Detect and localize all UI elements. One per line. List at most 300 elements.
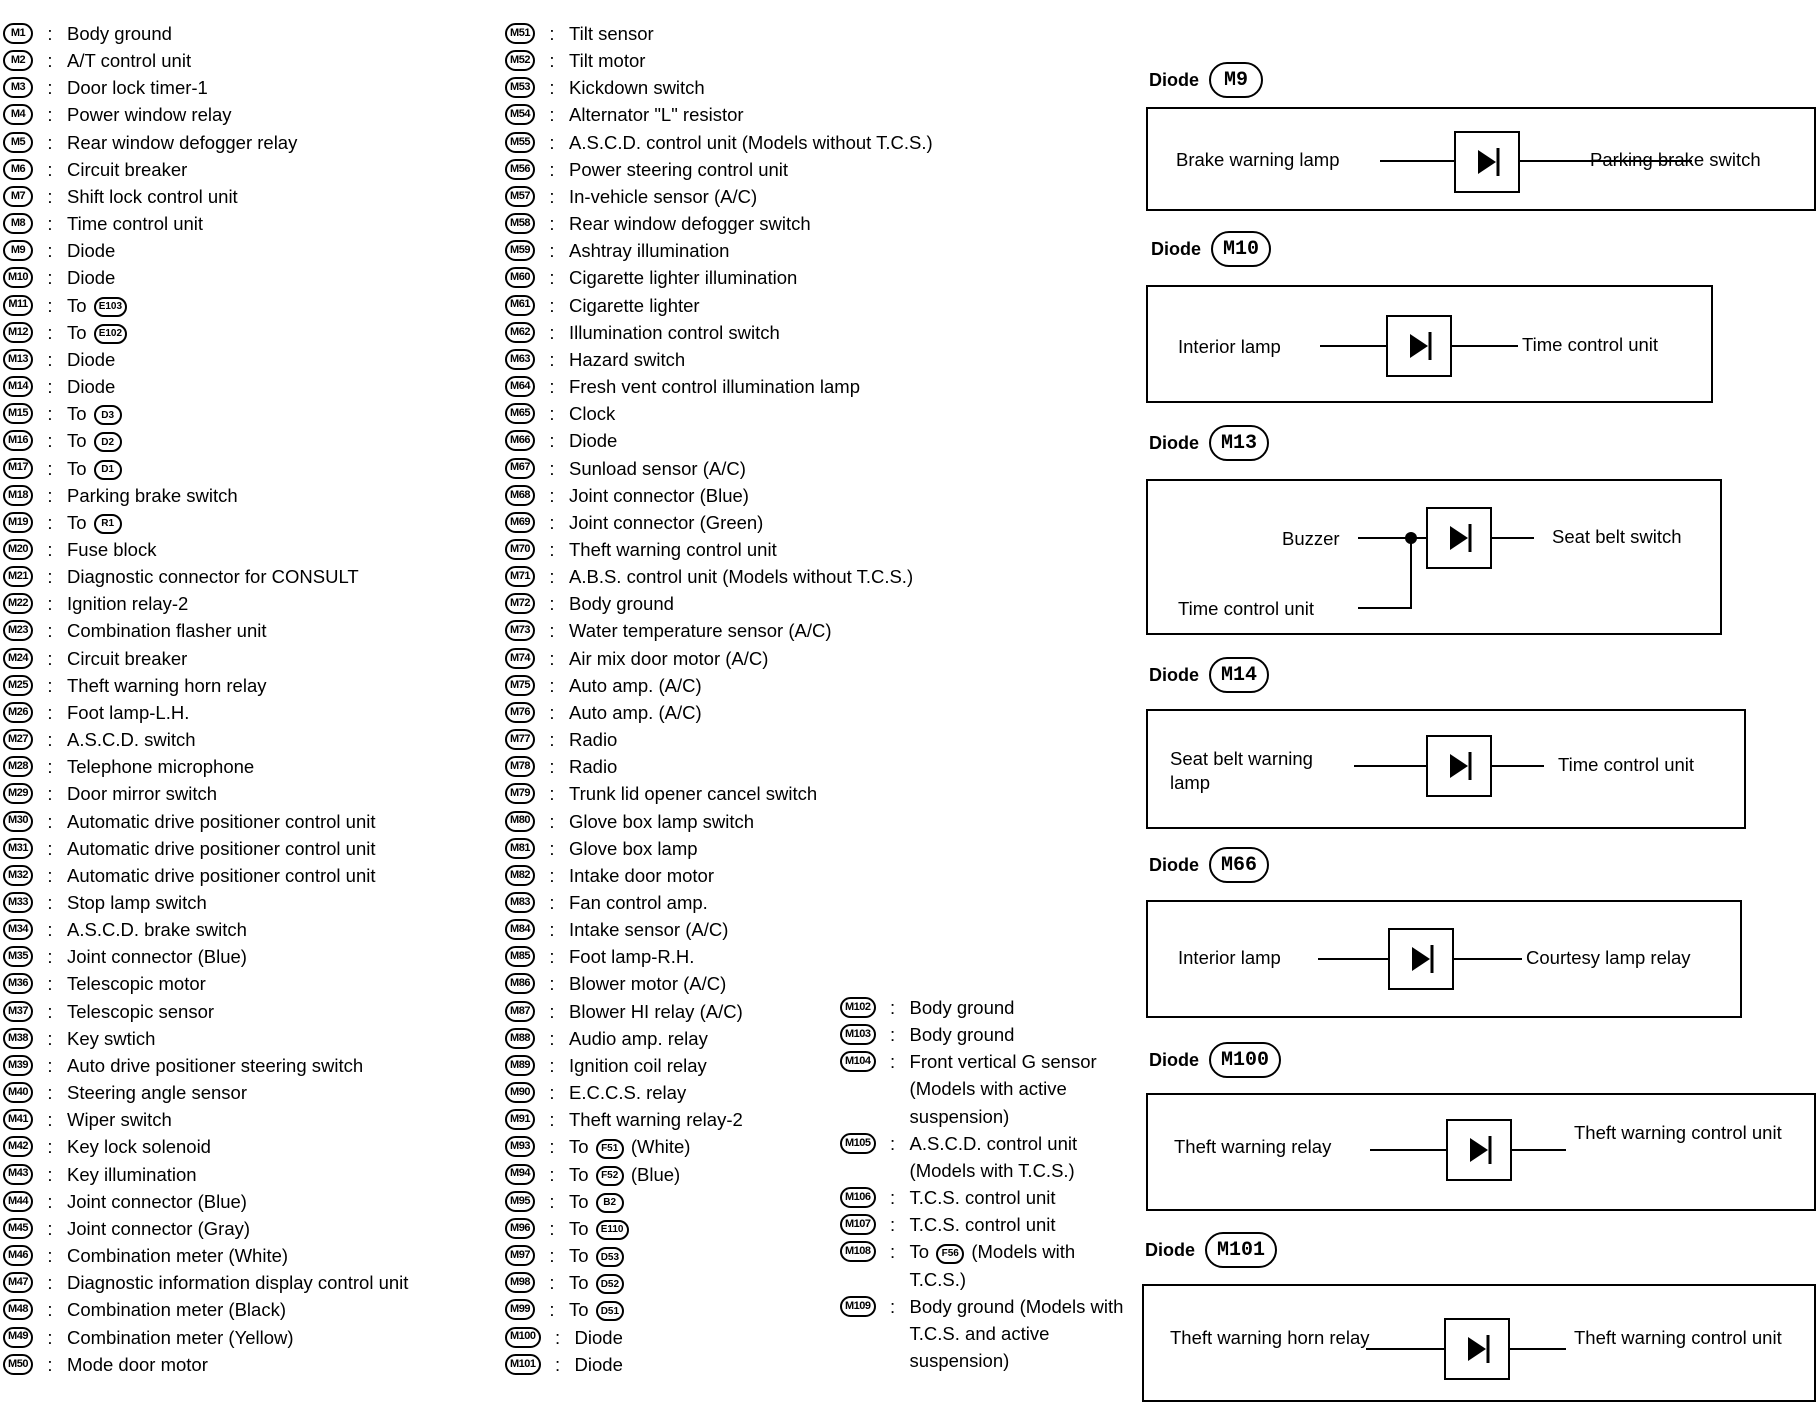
separator: : [549,620,555,642]
connector-code: M8 [3,213,33,234]
connector-description [67,101,487,128]
separator: : [47,77,53,99]
legend-row [840,1238,1130,1292]
description-text: Blower HI relay (A/C) [569,1000,743,1022]
description-text: Diode [67,376,116,398]
legend-row [840,1211,1130,1238]
connector-code: M62 [505,322,535,343]
separator: : [549,1245,555,1267]
legend-row [840,1048,1130,1129]
legend-row [3,916,483,943]
connector-code: M52 [505,50,535,71]
connector-description [67,808,487,835]
legend-row [505,455,1045,482]
connector-reference: B2 [596,1193,624,1213]
legend-row [505,129,1045,156]
diode-m14-right: Time control unit [1558,754,1695,775]
separator: : [47,403,53,425]
connector-code: M21 [3,566,33,587]
connector-description [569,780,1039,807]
connector-code: M11 [3,295,33,316]
legend-row [3,210,483,237]
separator: : [47,1082,53,1104]
diode-m14-code: M14 [1209,657,1269,693]
connector-code: M101 [505,1354,541,1375]
legend-row [3,943,483,970]
connector-code: M13 [3,349,33,370]
separator: : [889,1187,896,1209]
description-text: Combination meter (Yellow) [67,1326,294,1348]
separator: : [47,1299,53,1321]
connector-description [67,753,487,780]
legend-row [505,536,1045,563]
connector-description [569,20,1039,47]
diode-m9-title [1149,62,1263,98]
connector-code: M86 [505,973,535,994]
separator: : [889,1132,896,1154]
legend-row [3,292,483,319]
legend-row [505,699,1045,726]
connector-code: M35 [3,946,33,967]
description-text: Water temperature sensor (A/C) [569,620,832,642]
connector-code: M83 [505,892,535,913]
separator: : [47,321,53,343]
diode-word: Diode [1149,69,1200,90]
connector-code: M60 [505,267,535,288]
connector-code: M43 [3,1164,33,1185]
diode-m10-code: M10 [1211,231,1271,267]
connector-description [67,1161,487,1188]
diode-m100-right: Theft warning control unit [1574,1122,1782,1143]
description-text: Diode [574,1353,623,1375]
connector-reference: D53 [596,1247,624,1267]
connector-code: M54 [505,104,535,125]
connector-description [569,373,1039,400]
connector-description [67,862,487,889]
description-text: To [569,1217,589,1239]
connector-description [569,617,1039,644]
diode-m13-right: Seat belt switch [1552,526,1682,547]
description-text: To [569,1299,589,1321]
diode-m9-symbol [1454,131,1520,193]
description-text: Cigarette lighter illumination [569,267,798,289]
legend-row [505,292,1045,319]
description-text: Key swtich [67,1027,156,1049]
description-text: Ashtray illumination [569,240,730,262]
legend-row [505,943,1045,970]
connector-code: M29 [3,783,33,804]
diode-word: Diode [1149,664,1200,685]
description-text: Fresh vent control illumination lamp [569,376,860,398]
connector-code: M104 [840,1051,876,1072]
separator: : [47,23,53,44]
connector-description [67,780,487,807]
description-suffix: (Blue) [630,1163,681,1185]
legend-row [505,617,1045,644]
separator: : [47,430,53,452]
legend-row [3,1161,483,1188]
connector-description [569,835,1039,862]
legend-row [3,400,483,427]
diode-m100-code: M100 [1209,1042,1281,1078]
separator: : [549,403,555,425]
connector-description [67,264,487,291]
separator: : [47,566,53,588]
legend-row [3,1351,483,1378]
connector-code: M102 [840,997,876,1018]
description-text: Ignition relay-2 [67,593,189,615]
description-text: E.C.C.S. relay [569,1082,687,1104]
connector-description [67,1188,487,1215]
separator: : [47,1136,53,1158]
connector-description [67,373,487,400]
connector-code: M1 [3,23,33,44]
connector-code: M108 [840,1241,876,1262]
diode-icon [1388,317,1450,375]
description-text: Joint connector (Blue) [67,1190,247,1212]
connector-code: M94 [505,1164,535,1185]
connector-code: M57 [505,186,535,207]
connector-description [67,1133,487,1160]
connector-code: M82 [505,865,535,886]
diode-m100-title [1149,1042,1281,1078]
description-text: Power window relay [67,104,232,126]
connector-description [67,1296,487,1323]
connector-code: M39 [3,1055,33,1076]
legend-row [3,20,483,47]
connector-description [67,536,487,563]
description-text: A.S.C.D. brake switch [67,919,247,941]
description-text: A.S.C.D. control unit (Models without T.C.S.) [569,131,933,153]
legend-row [3,47,483,74]
connector-code: M78 [505,756,535,777]
separator: : [47,294,53,316]
connector-description [67,563,487,590]
connector-reference: D2 [94,432,122,452]
diode-m101-left: Theft warning horn relay [1170,1327,1370,1348]
diode-m9-code: M9 [1209,62,1263,98]
legend-row [3,1324,483,1351]
description-text: Auto amp. (A/C) [569,701,702,723]
connector-description [67,645,487,672]
connector-description [67,20,487,47]
separator: : [47,647,53,669]
description-text: Telephone microphone [67,756,255,778]
diode-m66-box [1146,900,1742,1018]
legend-row [3,1296,483,1323]
description-text: Joint connector (Gray) [67,1217,251,1239]
description-text: Hazard switch [569,348,686,370]
description-text: Audio amp. relay [569,1027,708,1049]
separator: : [549,511,555,533]
separator: : [549,1272,555,1294]
separator: : [549,674,555,696]
separator: : [549,185,555,207]
connector-code: M20 [3,539,33,560]
separator: : [549,647,555,669]
description-suffix: (Models with T.C.S.) [909,1241,1076,1290]
legend-row [3,183,483,210]
connector-code: M81 [505,838,535,859]
connector-description [67,482,487,509]
separator: : [549,593,555,615]
description-text: Mode door motor [67,1353,208,1375]
legend-row [3,889,483,916]
connector-code: M28 [3,756,33,777]
connector-code: M2 [3,50,33,71]
description-text: Combination meter (White) [67,1245,289,1267]
connector-code: M53 [505,77,535,98]
connector-code: M19 [3,512,33,533]
connector-description [569,699,1039,726]
connector-description [67,699,487,726]
separator: : [554,1353,561,1375]
connector-description [569,101,1039,128]
description-text: Trunk lid opener cancel switch [569,783,818,805]
connector-code: M99 [505,1299,535,1320]
legend-row [840,1021,1130,1048]
legend-row [3,101,483,128]
separator: : [47,1163,53,1185]
legend-row [840,1130,1130,1184]
description-suffix: (White) [630,1136,691,1158]
description-text: Radio [569,756,618,778]
separator: : [549,23,555,44]
separator: : [47,457,53,479]
description-text: Telescopic motor [67,973,206,995]
description-text: Combination meter (Black) [67,1299,286,1321]
diode-m14-left: Seat belt warning lamp [1170,748,1313,793]
connector-description [67,292,487,319]
diode-icon [1448,1121,1510,1179]
connector-description [67,1269,487,1296]
connector-description [569,808,1039,835]
legend-row [505,264,1045,291]
separator: : [549,729,555,751]
separator: : [549,50,555,72]
separator: : [549,538,555,560]
connector-code: M9 [3,240,33,261]
connector-code: M97 [505,1245,535,1266]
separator: : [549,430,555,452]
connector-description [67,47,487,74]
connector-description [910,1293,1132,1374]
connector-description [67,156,487,183]
connector-description [569,400,1039,427]
legend-row [3,455,483,482]
description-text: Intake door motor [569,864,714,886]
connector-description [569,509,1039,536]
legend-row [3,427,483,454]
connector-description [67,998,487,1025]
separator: : [47,511,53,533]
connector-code: M45 [3,1218,33,1239]
description-text: Theft warning control unit [569,538,777,560]
description-text: Body ground [909,997,1015,1018]
separator: : [47,674,53,696]
description-text: Theft warning relay-2 [569,1109,743,1131]
separator: : [47,756,53,778]
separator: : [549,837,555,859]
separator: : [47,104,53,126]
diode-m66-left: Interior lamp [1178,947,1281,968]
connector-description [67,835,487,862]
connector-code: M64 [505,376,535,397]
legend-row [3,74,483,101]
legend-row [3,1025,483,1052]
connector-code: M59 [505,240,535,261]
connector-description [67,183,487,210]
separator: : [47,1272,53,1294]
description-text: To [569,1245,589,1267]
connector-code: M33 [3,892,33,913]
connector-code: M37 [3,1001,33,1022]
description-text: Fan control amp. [569,892,708,913]
separator: : [889,1295,896,1317]
legend-row [3,753,483,780]
diode-m66-title [1149,847,1269,883]
separator: : [549,756,555,778]
description-text: Body ground (Models with T.C.S. and active suspension) [909,1295,1124,1372]
connector-code: M27 [3,729,33,750]
separator: : [47,837,53,859]
diode-m100-symbol [1446,1119,1512,1181]
connector-code: M68 [505,485,535,506]
legend-row [505,482,1045,509]
legend-row [505,319,1045,346]
description-text: T.C.S. control unit [909,1187,1056,1209]
description-text: Theft warning horn relay [67,674,267,696]
connector-code: M66 [505,430,535,451]
description-text: Rear window defogger switch [569,213,811,235]
description-text: Kickdown switch [569,77,705,99]
legend-row [3,970,483,997]
connector-description [67,346,487,373]
separator: : [47,484,53,506]
legend-row [3,1188,483,1215]
connector-description [910,1238,1132,1292]
diode-word: Diode [1149,432,1200,453]
description-text: To [67,430,87,452]
connector-code: M46 [3,1245,33,1266]
description-text: Door lock timer-1 [67,77,208,99]
separator: : [889,1024,896,1046]
description-text: To [909,1241,930,1263]
connector-code: M55 [505,132,535,153]
description-text: To [67,511,87,533]
diode-icon [1428,509,1490,567]
connector-description [569,943,1039,970]
connector-description [569,237,1039,264]
connector-description [569,210,1039,237]
description-text: Tilt sensor [569,23,654,44]
connector-code: M77 [505,729,535,750]
diode-m13-time: Time control unit [1178,598,1315,619]
junction-dot [1405,532,1417,544]
connector-description [569,482,1039,509]
separator: : [549,77,555,99]
connector-description [67,400,487,427]
connector-description [67,74,487,101]
diode-m14-symbol [1426,735,1492,797]
separator: : [47,810,53,832]
connector-code: M18 [3,485,33,506]
description-text: To [67,403,87,425]
description-text: Illumination control switch [569,321,780,343]
connector-description [67,889,487,916]
connector-description [569,319,1039,346]
legend-row [3,726,483,753]
connector-code: M80 [505,811,535,832]
separator: : [549,240,555,262]
separator: : [47,348,53,370]
connector-code: M88 [505,1028,535,1049]
separator: : [549,1299,555,1321]
legend-row [505,47,1045,74]
description-text: Shift lock control unit [67,185,238,207]
description-text: To [569,1163,589,1185]
connector-reference: R1 [94,514,122,534]
connector-code: M50 [3,1354,33,1375]
connector-description [569,862,1039,889]
diode-m10-box [1146,285,1713,403]
connector-code: M31 [3,838,33,859]
description-text: To [67,321,87,343]
separator: : [47,783,53,805]
description-text: Body ground [67,23,172,44]
connector-code: M93 [505,1136,535,1157]
connector-code: M105 [840,1133,876,1154]
diode-m10-left: Interior lamp [1178,336,1281,357]
separator: : [47,1000,53,1022]
legend-row [505,101,1045,128]
description-text: Power steering control unit [569,158,789,180]
description-text: To [569,1190,589,1212]
description-text: To [67,457,87,479]
separator: : [47,1027,53,1049]
separator: : [549,973,555,995]
legend-row [840,994,1130,1021]
connector-code: M36 [3,973,33,994]
legend-row [3,1106,483,1133]
connector-code: M63 [505,349,535,370]
connector-description [910,1048,1132,1129]
separator: : [47,1353,53,1375]
connector-description [569,536,1039,563]
connector-code: M10 [3,267,33,288]
connector-description [569,726,1039,753]
connector-code: M48 [3,1299,33,1320]
diode-m101-title [1145,1232,1277,1268]
separator: : [47,1217,53,1239]
diode-m13-buzzer: Buzzer [1282,528,1340,549]
connector-description [67,1106,487,1133]
description-text: Stop lamp switch [67,892,207,913]
diode-m13-symbol [1426,507,1492,569]
legend-row [840,1184,1130,1211]
connector-code: M26 [3,702,33,723]
legend-column-3 [840,994,1130,1374]
separator: : [47,240,53,262]
separator: : [549,701,555,723]
separator: : [549,1190,555,1212]
connector-code: M34 [3,919,33,940]
description-text: Joint connector (Blue) [67,946,247,968]
connector-description [569,645,1039,672]
separator: : [47,892,53,913]
separator: : [47,50,53,72]
separator: : [549,376,555,398]
